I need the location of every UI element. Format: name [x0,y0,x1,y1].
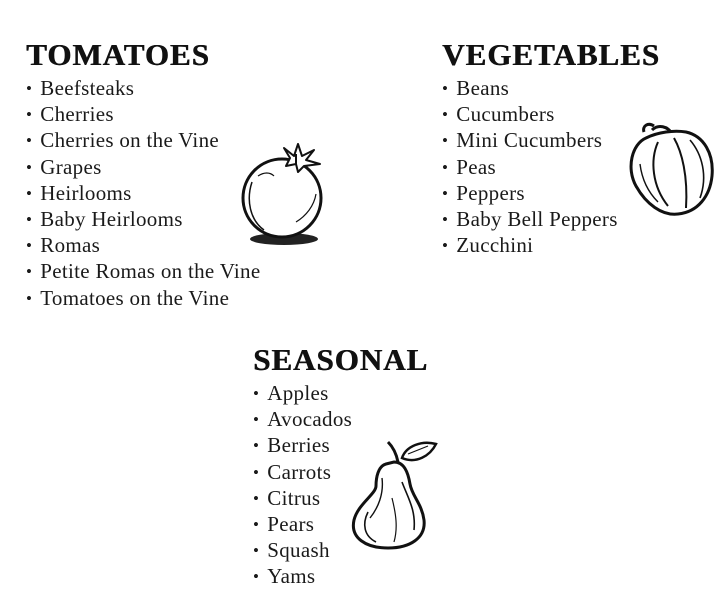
list-item: • Baby Bell Peppers [442,207,660,233]
bell-pepper-icon [628,120,716,220]
list-item: • Tomatoes on the Vine [26,286,260,312]
list-item: • Grapes [26,155,260,181]
list-item: • Squash [253,538,428,564]
list-item: • Carrots [253,460,428,486]
vegetables-heading: VEGETABLES [442,37,660,72]
list-item: • Mini Cucumbers [442,128,660,154]
list-item: • Pears [253,512,428,538]
list-item: • Zucchini [442,233,660,259]
pear-icon [348,438,440,550]
list-item: • Heirlooms [26,181,260,207]
list-item: • Cucumbers [442,102,660,128]
list-item: • Petite Romas on the Vine [26,259,260,285]
list-item: • Peas [442,155,660,181]
list-item: • Beefsteaks [26,76,260,102]
list-item: • Baby Heirlooms [26,207,260,233]
list-item: • Romas [26,233,260,259]
list-item: • Peppers [442,181,660,207]
list-item: • Citrus [253,486,428,512]
tomatoes-list [26,76,260,312]
tomato-icon [238,142,330,246]
list-item: • Cherries [26,102,260,128]
seasonal-heading: SEASONAL [253,342,429,377]
list-item: • Berries [253,433,428,459]
list-item: • Apples [253,381,428,407]
list-item: • Yams [253,564,428,590]
tomatoes-section [26,38,260,312]
tomatoes-heading: TOMATOES [26,37,210,72]
list-item: • Cherries on the Vine [26,128,260,154]
list-item: • Beans [442,76,660,102]
list-item: • Avocados [253,407,428,433]
